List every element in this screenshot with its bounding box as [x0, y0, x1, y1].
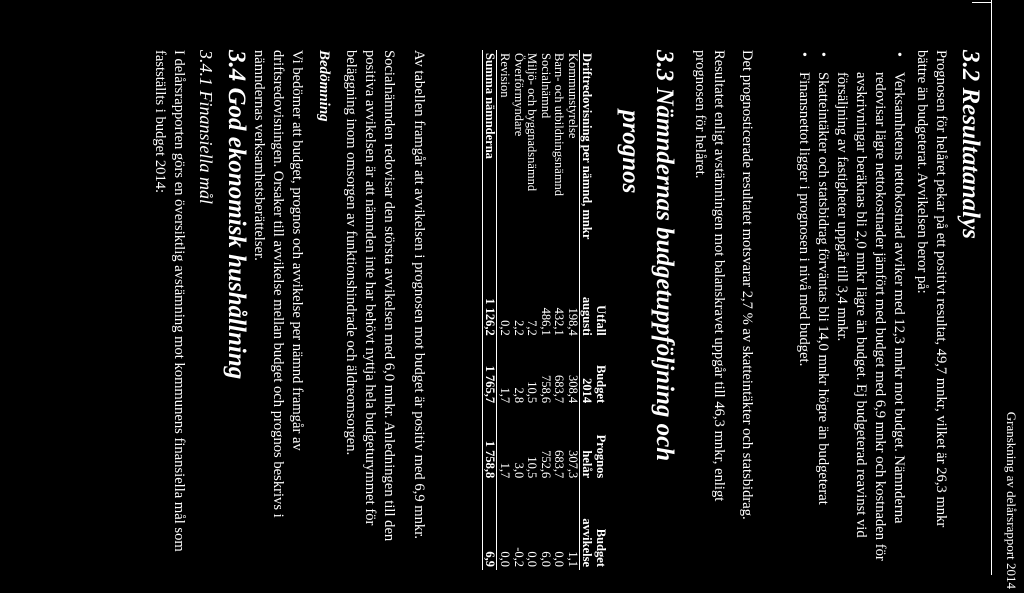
table-cell: -0,2 — [511, 547, 526, 567]
column-header: Budget 2014 — [580, 364, 608, 404]
column-header: Prognos helår — [580, 434, 608, 479]
table-row — [565, 50, 579, 570]
section-heading-3-3-line-1: 3.3 Nämndernas budgetuppföljning och — [651, 50, 678, 462]
section-heading-3-3-line-2: prognos — [617, 110, 644, 194]
table-cell: 1 765,7 — [482, 339, 497, 406]
table-row — [497, 50, 511, 570]
section-3-2-paragraph-3: Resultatet enligt avstämningen mot balanskravet uppgår till 46,3 mnkr, enligt prognosen för helåret. — [692, 50, 727, 502]
table-cell: 683,7 — [552, 450, 567, 479]
table-cell: 307,3 — [566, 450, 580, 479]
table-cell: 308,4 — [566, 375, 580, 404]
table-row — [525, 50, 539, 570]
section-3-4-paragraph: I delårsrapporten görs en översiktlig avstämning mot kommunens finansiella mål som fastställts i budget 2014: — [152, 50, 187, 552]
section-3-3-paragraph-1: Av tabellen framgår att avvikelsen i prognosen mot budget är positiv med 6,9 mnkr. — [411, 50, 427, 539]
table-cell: 432,1 — [552, 307, 567, 336]
table-cell: 1 758,8 — [482, 406, 497, 481]
table-header-row — [580, 50, 609, 570]
header-left-tick — [972, 2, 992, 3]
running-header: Granskning av delårsrapport 2014 — [1004, 411, 1019, 589]
table-row — [552, 50, 566, 570]
bullet-item: • Finansnettot ligger i prognosen i nivå med budget. — [794, 50, 813, 565]
column-header: Driftredovisning per nämnd, mnkr — [580, 53, 594, 240]
table-cell: 10,5 — [525, 456, 540, 479]
budget-table — [482, 50, 608, 570]
section-3-2-paragraph-2: Det prognosticerade resultatet motsvarar 2,7 % av skatteintäkter och statsbidrag. — [739, 50, 755, 520]
table-cell: Summa nämnderna — [482, 50, 497, 266]
section-3-2-intro: Prognosen för helåret pekar på ett positivt resultat, 49,7 mnkr, vilket är 26,3 mnkr bättre än budgeterat. Avvikelsen beror på: — [914, 50, 949, 528]
table-row — [538, 50, 552, 570]
table-cell: 752,6 — [538, 450, 553, 479]
bullet-item: • Skatteintäkter och statsbidrag förväntas bli 14,0 mnkr högre än budgeterat — [813, 50, 832, 565]
table-cell: 683,7 — [552, 375, 567, 404]
table-cell: 758,6 — [538, 375, 553, 404]
table-cell: 198,4 — [566, 307, 580, 336]
table-cell: 1 126,2 — [482, 266, 497, 339]
section-3-3-paragraph-2: Socialnämnden redovisar den största avvikelsen med 6,0 mnkr. Anledningen till den positiva avvikelsen är att nämnden inte har behövt nyttja hela budgeturymmet för beläggning inom omsorgen av funktionshindrade och äldreomsorgen. — [343, 50, 397, 542]
table-cell: 10,5 — [525, 381, 540, 404]
table-cell: Kommunstyrelse — [566, 53, 580, 139]
assessment-paragraph: Vi bedömer att budget, prognos och avvikelse per nämnd framgår av driftsredovisningen. Orsaker till avvikelse mellan budget och prognos beskrivs i nämndernas verksamhetsberättelser. — [251, 50, 305, 518]
section-heading-3-2: 3.2 Resultatanalys — [957, 50, 984, 239]
bullet-item: • Verksamhetens nettokostnad avviker med 12,3 mnkr mot budget. Nämnderna redovisar lägre nettokostnader jämfört med budget med 6,9 mnkr och kostnaden för avskrivningar beräknas bli 2,0 mnkr lägre än budget. Ej budgeterad reavinst vid försäljning av fastigheter uppgår till 3,4 mnkr. — [832, 50, 908, 565]
table-cell: Revision — [498, 53, 513, 98]
column-header: Utfall augusti — [580, 296, 608, 336]
table-cell: 1,7 — [498, 387, 513, 404]
table-cell: 2,2 — [511, 320, 526, 336]
assessment-heading: Bedömning — [316, 50, 332, 122]
table-cell: 0,0 — [525, 551, 540, 567]
table-cell: Överförmyndare — [511, 53, 526, 137]
table-sum-row — [482, 50, 497, 570]
table-cell: 1,1 — [566, 551, 580, 567]
table-cell: 0,2 — [498, 320, 513, 336]
table-cell: 0,0 — [498, 551, 513, 567]
section-heading-3-4: 3.4 God ekonomisk hushållning — [223, 50, 250, 380]
table-row — [511, 50, 525, 570]
subsection-heading-3-4-1: 3.4.1 Finansiella mål — [196, 50, 216, 204]
table-cell: 7,2 — [525, 320, 540, 336]
table-cell: 6,0 — [538, 551, 553, 567]
table-cell: 2,8 — [511, 387, 526, 404]
table-cell: 1,7 — [498, 462, 513, 479]
table-cell: Socialnämnd — [538, 53, 553, 119]
table-cell: Barn- och utbildningsnämnd — [552, 53, 567, 197]
table-cell: 486,1 — [538, 307, 553, 336]
section-3-2-bullets — [794, 50, 908, 565]
header-rule — [991, 0, 992, 575]
table-cell: 0,0 — [552, 551, 567, 567]
column-header: Budget avvikelse — [580, 518, 608, 567]
table-cell: Miljö- och byggnadsnämnd — [525, 53, 540, 192]
table-cell: 6,9 — [482, 481, 497, 570]
table-cell: 3,0 — [511, 462, 526, 479]
